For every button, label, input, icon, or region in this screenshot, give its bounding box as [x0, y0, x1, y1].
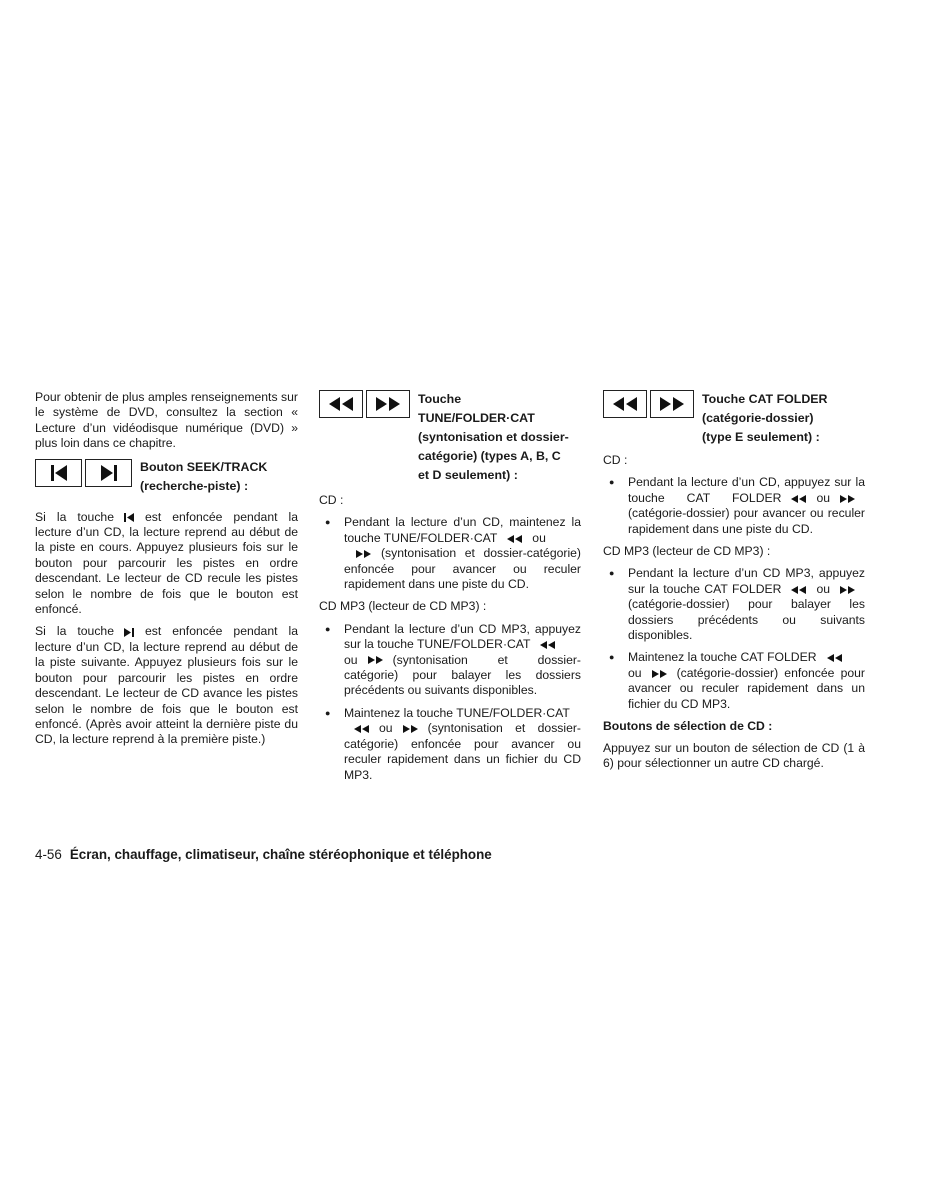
- tune-heading-line: Touche: [418, 392, 462, 406]
- fast-forward-button-illustration: [366, 390, 410, 418]
- list-item: [603, 566, 865, 643]
- cd-label: CD :: [319, 493, 344, 507]
- page-footer: [35, 847, 492, 862]
- fast-forward-icon: [840, 495, 855, 503]
- cd-mp3-list: [603, 566, 865, 712]
- rewind-icon: [612, 397, 638, 411]
- or-text: ou: [379, 721, 393, 736]
- fast-forward-icon: [652, 670, 667, 678]
- rewind-button-illustration: [603, 390, 647, 418]
- seek-forward-icon: [124, 628, 135, 637]
- fast-forward-icon: [368, 656, 383, 664]
- dvd-reference-text: Pour obtenir de plus amples renseignements sur le système de DVD, consultez la section « Lecture d’un vidéodisque numérique (DVD) » plus loin dans ce chapitre.: [35, 390, 298, 451]
- rewind-button-illustration: [319, 390, 363, 418]
- seek-back-button-illustration: [35, 459, 82, 487]
- tune-heading-line: et D seulement) :: [418, 468, 518, 482]
- list-item-text: Pendant la lecture d’un CD MP3, appuyez sur la touche TUNE/FOLDER·CAT: [344, 621, 581, 652]
- list-item: [603, 475, 865, 537]
- or-text: ou: [344, 652, 358, 667]
- or-text: ou: [816, 581, 830, 596]
- fast-forward-icon: [840, 586, 855, 594]
- seek-back-text-start: Si la touche: [35, 509, 114, 524]
- seek-track-title: Bouton SEEK/TRACK: [140, 459, 268, 474]
- list-item: [319, 706, 581, 783]
- seek-track-subtitle: (recherche-piste) :: [140, 478, 249, 493]
- cat-heading-line: (type E seulement) :: [702, 430, 820, 444]
- cat-folder-buttons: [603, 390, 694, 418]
- list-item-text: (syntonisation et dossier-catégorie) pour balayer les dossiers précédents ou suivants disponibles.: [344, 652, 581, 698]
- seek-back-icon: [124, 513, 135, 522]
- fast-forward-icon: [659, 397, 685, 411]
- list-item-text: Pendant la lecture d’un CD MP3, appuyez sur la touche CAT FOLDER: [628, 566, 865, 596]
- cd-mp3-list: [319, 622, 581, 783]
- list-item-text: Maintenez la touche TUNE/FOLDER·CAT: [344, 705, 570, 720]
- seek-track-buttons: [35, 459, 132, 487]
- list-item-text: (catégorie-dossier) pour avancer ou reculer rapidement dans une piste du CD.: [628, 506, 865, 536]
- cat-folder-heading: [603, 390, 865, 447]
- cd-select-text: Appuyez sur un bouton de sélection de CD (1 à 6) pour sélectionner un autre CD chargé.: [603, 740, 865, 770]
- cat-heading-line: (catégorie-dossier): [702, 411, 814, 425]
- column-tune-folder-cat: [319, 390, 581, 790]
- cat-heading-line: Touche CAT FOLDER: [702, 392, 828, 406]
- cd-list: [319, 515, 581, 592]
- seek-forward-text-end: est enfoncée pendant la lecture d’un CD, la lecture reprend au début de la piste suivante. Appuyez plusieurs fois sur le bouton pour parcourir les pistes en ordre descendant. Le lecteur de CD avance les pistes selon le nombre de fois que le bouton est enfoncé. (Après avoir atteint la dernière piste du CD, la lecture reprend à la première piste.): [35, 624, 298, 747]
- list-item-text: (syntonisation et dossier-catégorie) enfoncée pour avancer ou reculer rapidement dans une piste du CD.: [344, 546, 581, 592]
- list-item: [319, 622, 581, 699]
- rewind-icon: [540, 641, 555, 649]
- or-text: ou: [816, 490, 830, 505]
- cd-mp3-label: CD MP3 (lecteur de CD MP3) :: [603, 544, 771, 559]
- tune-heading-line: (syntonisation et dossier-: [418, 430, 569, 444]
- rewind-icon: [827, 654, 842, 662]
- rewind-icon: [791, 586, 806, 594]
- tune-folder-buttons: [319, 390, 410, 418]
- column-seek-track: [35, 390, 298, 755]
- cd-list: [603, 475, 865, 537]
- rewind-icon: [354, 725, 369, 733]
- column-cat-folder: [603, 390, 865, 778]
- tune-folder-cat-heading: [319, 390, 581, 485]
- list-item: [319, 515, 581, 592]
- list-item-text: Pendant la lecture d’un CD, appuyez sur la touche CAT FOLDER: [628, 475, 865, 505]
- list-item-text: (catégorie-dossier) enfoncée pour avancer ou reculer rapidement dans un fichier du CD MP3.: [628, 665, 865, 711]
- tune-heading-line: TUNE/FOLDER·CAT: [418, 411, 535, 425]
- seek-forward-button-illustration: [85, 459, 132, 487]
- chapter-title: Écran, chauffage, climatiseur, chaîne stéréophonique et téléphone: [69, 847, 492, 862]
- rewind-icon: [791, 495, 806, 503]
- tune-heading-line: catégorie) (types A, B, C: [418, 449, 561, 463]
- fast-forward-icon: [356, 550, 371, 558]
- seek-track-heading: [35, 459, 298, 496]
- or-text: ou: [532, 530, 546, 545]
- cd-mp3-label: CD MP3 (lecteur de CD MP3) :: [319, 599, 487, 614]
- or-text: ou: [628, 665, 642, 680]
- seek-back-text-end: est enfoncée pendant la lecture d’un CD, la lecture reprend au début de la piste en cours. Appuyez plusieurs fois sur le bouton pour parcourir les pistes en ordre descendant. Le lecteur de CD recule les pistes selon le nombre de fois que le bouton est enfoncé.: [35, 509, 298, 617]
- list-item-text: Pendant la lecture d’un CD, maintenez la touche TUNE/FOLDER·CAT: [344, 515, 581, 545]
- list-item-text: (catégorie-dossier) pour balayer les dossiers précédents ou suivants disponibles.: [628, 597, 865, 643]
- fast-forward-button-illustration: [650, 390, 694, 418]
- fast-forward-icon: [375, 397, 401, 411]
- seek-back-paragraph: [35, 510, 298, 618]
- page-number: 4-56: [35, 847, 62, 862]
- rewind-icon: [507, 535, 522, 543]
- seek-forward-icon: [99, 465, 119, 481]
- list-item-text: (syntonisation et dossier-catégorie) enfoncée pour avancer ou reculer rapidement dans un fichier du CD MP3.: [344, 721, 581, 782]
- fast-forward-icon: [403, 725, 418, 733]
- seek-back-icon: [49, 465, 69, 481]
- cd-label: CD :: [603, 453, 628, 467]
- cd-select-heading: Boutons de sélection de CD :: [603, 719, 773, 734]
- rewind-icon: [328, 397, 354, 411]
- list-item: [603, 650, 865, 712]
- list-item-text: Maintenez la touche CAT FOLDER: [628, 650, 817, 665]
- seek-forward-paragraph: [35, 624, 298, 747]
- seek-forward-text-start: Si la touche: [35, 624, 114, 639]
